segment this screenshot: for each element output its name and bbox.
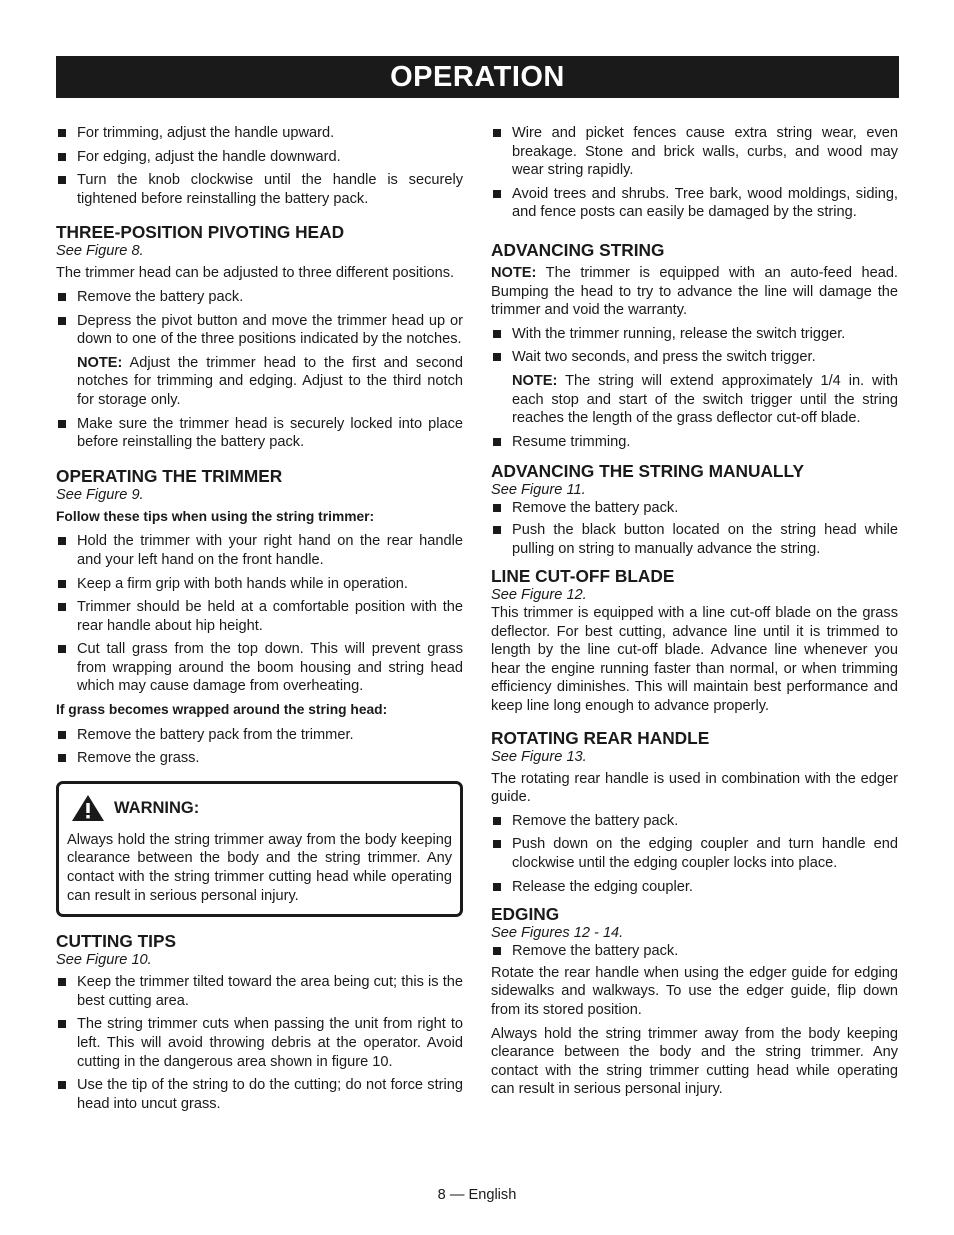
list-item: Keep the trimmer tilted toward the area being cut; this is the best cutting area. — [56, 973, 463, 1010]
warning-triangle-icon — [71, 794, 105, 822]
note — [491, 372, 898, 428]
list-item: The string trimmer cuts when passing the unit from right to left. This will avoid throwing debris at the operator. Avoid cutting in the dangerous area shown in figure 10. — [56, 1015, 463, 1071]
paragraph: The rotating rear handle is used in combination with the edger guide. — [491, 770, 898, 806]
paragraph: Always hold the string trimmer away from the body keeping clearance between the body and the string trimmer. Any contact with the string trimmer cutting head while operating can result in serious personal injury. — [491, 1025, 898, 1098]
list-item: Cut tall grass from the top down. This will prevent grass from wrapping around the boom housing and string head which may cause damage from overheating. — [56, 640, 463, 696]
list-item: Push down on the edging coupler and turn handle end clockwise until the edging coupler locks into place. — [491, 835, 898, 872]
heading-cutting-tips: CUTTING TIPS — [56, 931, 177, 952]
list-item: With the trimmer running, release the switch trigger. — [491, 325, 898, 344]
list-item: Use the tip of the string to do the cutting; do not force string head into uncut grass. — [56, 1076, 463, 1113]
right-column — [491, 124, 898, 1104]
advancing-steps-list — [491, 325, 898, 367]
figure-reference: See Figures 12 - 14. — [491, 925, 624, 942]
note-label: NOTE: — [512, 372, 558, 389]
list-item: Push the black button located on the string head while pulling on string to manually advance the string. — [491, 521, 898, 558]
figure-reference: See Figure 9. — [56, 486, 144, 503]
pivot-steps-list — [56, 288, 463, 349]
list-item: Keep a firm grip with both hands while in operation. — [56, 575, 463, 594]
pivot-final-list — [56, 415, 463, 452]
list-item: Remove the grass. — [56, 749, 463, 768]
warning-header — [71, 794, 452, 822]
lead-text: If grass becomes wrapped around the string head: — [56, 702, 388, 718]
left-column — [56, 124, 463, 1118]
heading-rotating-rear-handle: ROTATING REAR HANDLE — [491, 727, 710, 748]
note-text: The trimmer is equipped with an auto-feed head. Bumping the head to try to advance the line will damage the trimmer and void the warranty. — [491, 264, 898, 319]
fence-tips-list — [491, 124, 898, 222]
grass-wrap-list — [56, 726, 463, 768]
figure-reference: See Figure 10. — [56, 952, 152, 969]
page-footer: 8 — English — [437, 1187, 517, 1203]
note — [56, 354, 463, 410]
heading-pivoting-head: THREE-POSITION PIVOTING HEAD — [56, 222, 345, 243]
figure-reference: See Figure 8. — [56, 243, 144, 260]
note — [491, 264, 898, 320]
figure-reference: See Figure 13. — [491, 748, 587, 765]
heading-edging: EDGING — [491, 904, 560, 925]
list-item: Release the edging coupler. — [491, 878, 898, 897]
paragraph: This trimmer is equipped with a line cut-off blade on the grass deflector. For best cutting, advance line until it is trimmed to length by the line cut-off blade. Advance line whenever you hear the engine running faster than normal, or when trimming efficiency diminishes. This will maintain best performance and keep line long enough to advance properly. — [491, 605, 898, 715]
manual-steps-list — [491, 499, 898, 558]
list-item: Wait two seconds, and press the switch trigger. — [491, 348, 898, 367]
note-label: NOTE: — [491, 264, 537, 281]
list-item: For trimming, adjust the handle upward. — [56, 124, 463, 143]
heading-line-cutoff-blade: LINE CUT-OFF BLADE — [491, 566, 675, 587]
warning-box — [56, 781, 463, 917]
cutting-tips-list — [56, 973, 463, 1113]
list-item: Remove the battery pack. — [491, 499, 898, 518]
section-title-banner: OPERATION — [56, 56, 899, 98]
figure-reference: See Figure 11. — [491, 482, 586, 499]
list-item: Remove the battery pack from the trimmer. — [56, 726, 463, 745]
lead-text: Follow these tips when using the string trimmer: — [56, 508, 375, 524]
edging-steps-list — [491, 942, 898, 961]
paragraph: The trimmer head can be adjusted to three different positions. — [56, 265, 455, 282]
heading-advancing-string: ADVANCING STRING — [491, 239, 665, 260]
list-item: Remove the battery pack. — [56, 288, 463, 307]
warning-title: WARNING: — [114, 798, 200, 817]
list-item: Turn the knob clockwise until the handle is securely tightened before reinstalling the battery pack. — [56, 171, 463, 208]
note-label: NOTE: — [77, 354, 123, 371]
list-item: Make sure the trimmer head is securely locked into place before reinstalling the battery pack. — [56, 415, 463, 452]
list-item: Avoid trees and shrubs. Tree bark, wood moldings, siding, and fence posts can easily be damaged by the string. — [491, 185, 898, 222]
rotating-steps-list — [491, 812, 898, 896]
advancing-final-list — [491, 433, 898, 452]
list-item: For edging, adjust the handle downward. — [56, 148, 463, 167]
warning-text: Always hold the string trimmer away from the body keeping clearance between the body and the string trimmer. Any contact with the string trimmer cutting head while operating can result in serious personal injury. — [67, 831, 452, 904]
list-item: Hold the trimmer with your right hand on the rear handle and your left hand on the front handle. — [56, 532, 463, 569]
figure-reference: See Figure 12. — [491, 587, 587, 604]
list-item: Wire and picket fences cause extra string wear, even breakage. Stone and brick walls, curbs, and wood may wear string rapidly. — [491, 124, 898, 180]
note-text: Adjust the trimmer head to the first and second notches for trimming and edging. Adjust to the third notch for storage only. — [77, 354, 463, 408]
list-item: Trimmer should be held at a comfortable position with the rear handle about hip height. — [56, 598, 463, 635]
paragraph: Rotate the rear handle when using the edger guide for edging sidewalks and walkways. To use the edger guide, flip down from its stored position. — [491, 964, 898, 1018]
operating-tips-list — [56, 532, 463, 696]
list-item: Resume trimming. — [491, 433, 898, 452]
list-item: Remove the battery pack. — [491, 812, 898, 831]
handle-adjust-list — [56, 124, 463, 208]
list-item: Depress the pivot button and move the trimmer head up or down to one of the three positions indicated by the notches. — [56, 312, 463, 349]
heading-advancing-manually: ADVANCING THE STRING MANUALLY — [491, 461, 804, 482]
list-item: Remove the battery pack. — [491, 942, 898, 961]
note-text: The string will extend approximately 1/4 in. with each stop and start of the switch trigger until the string reaches the length of the grass deflector cut-off blade. — [512, 372, 898, 427]
heading-operating-trimmer: OPERATING THE TRIMMER — [56, 465, 283, 486]
